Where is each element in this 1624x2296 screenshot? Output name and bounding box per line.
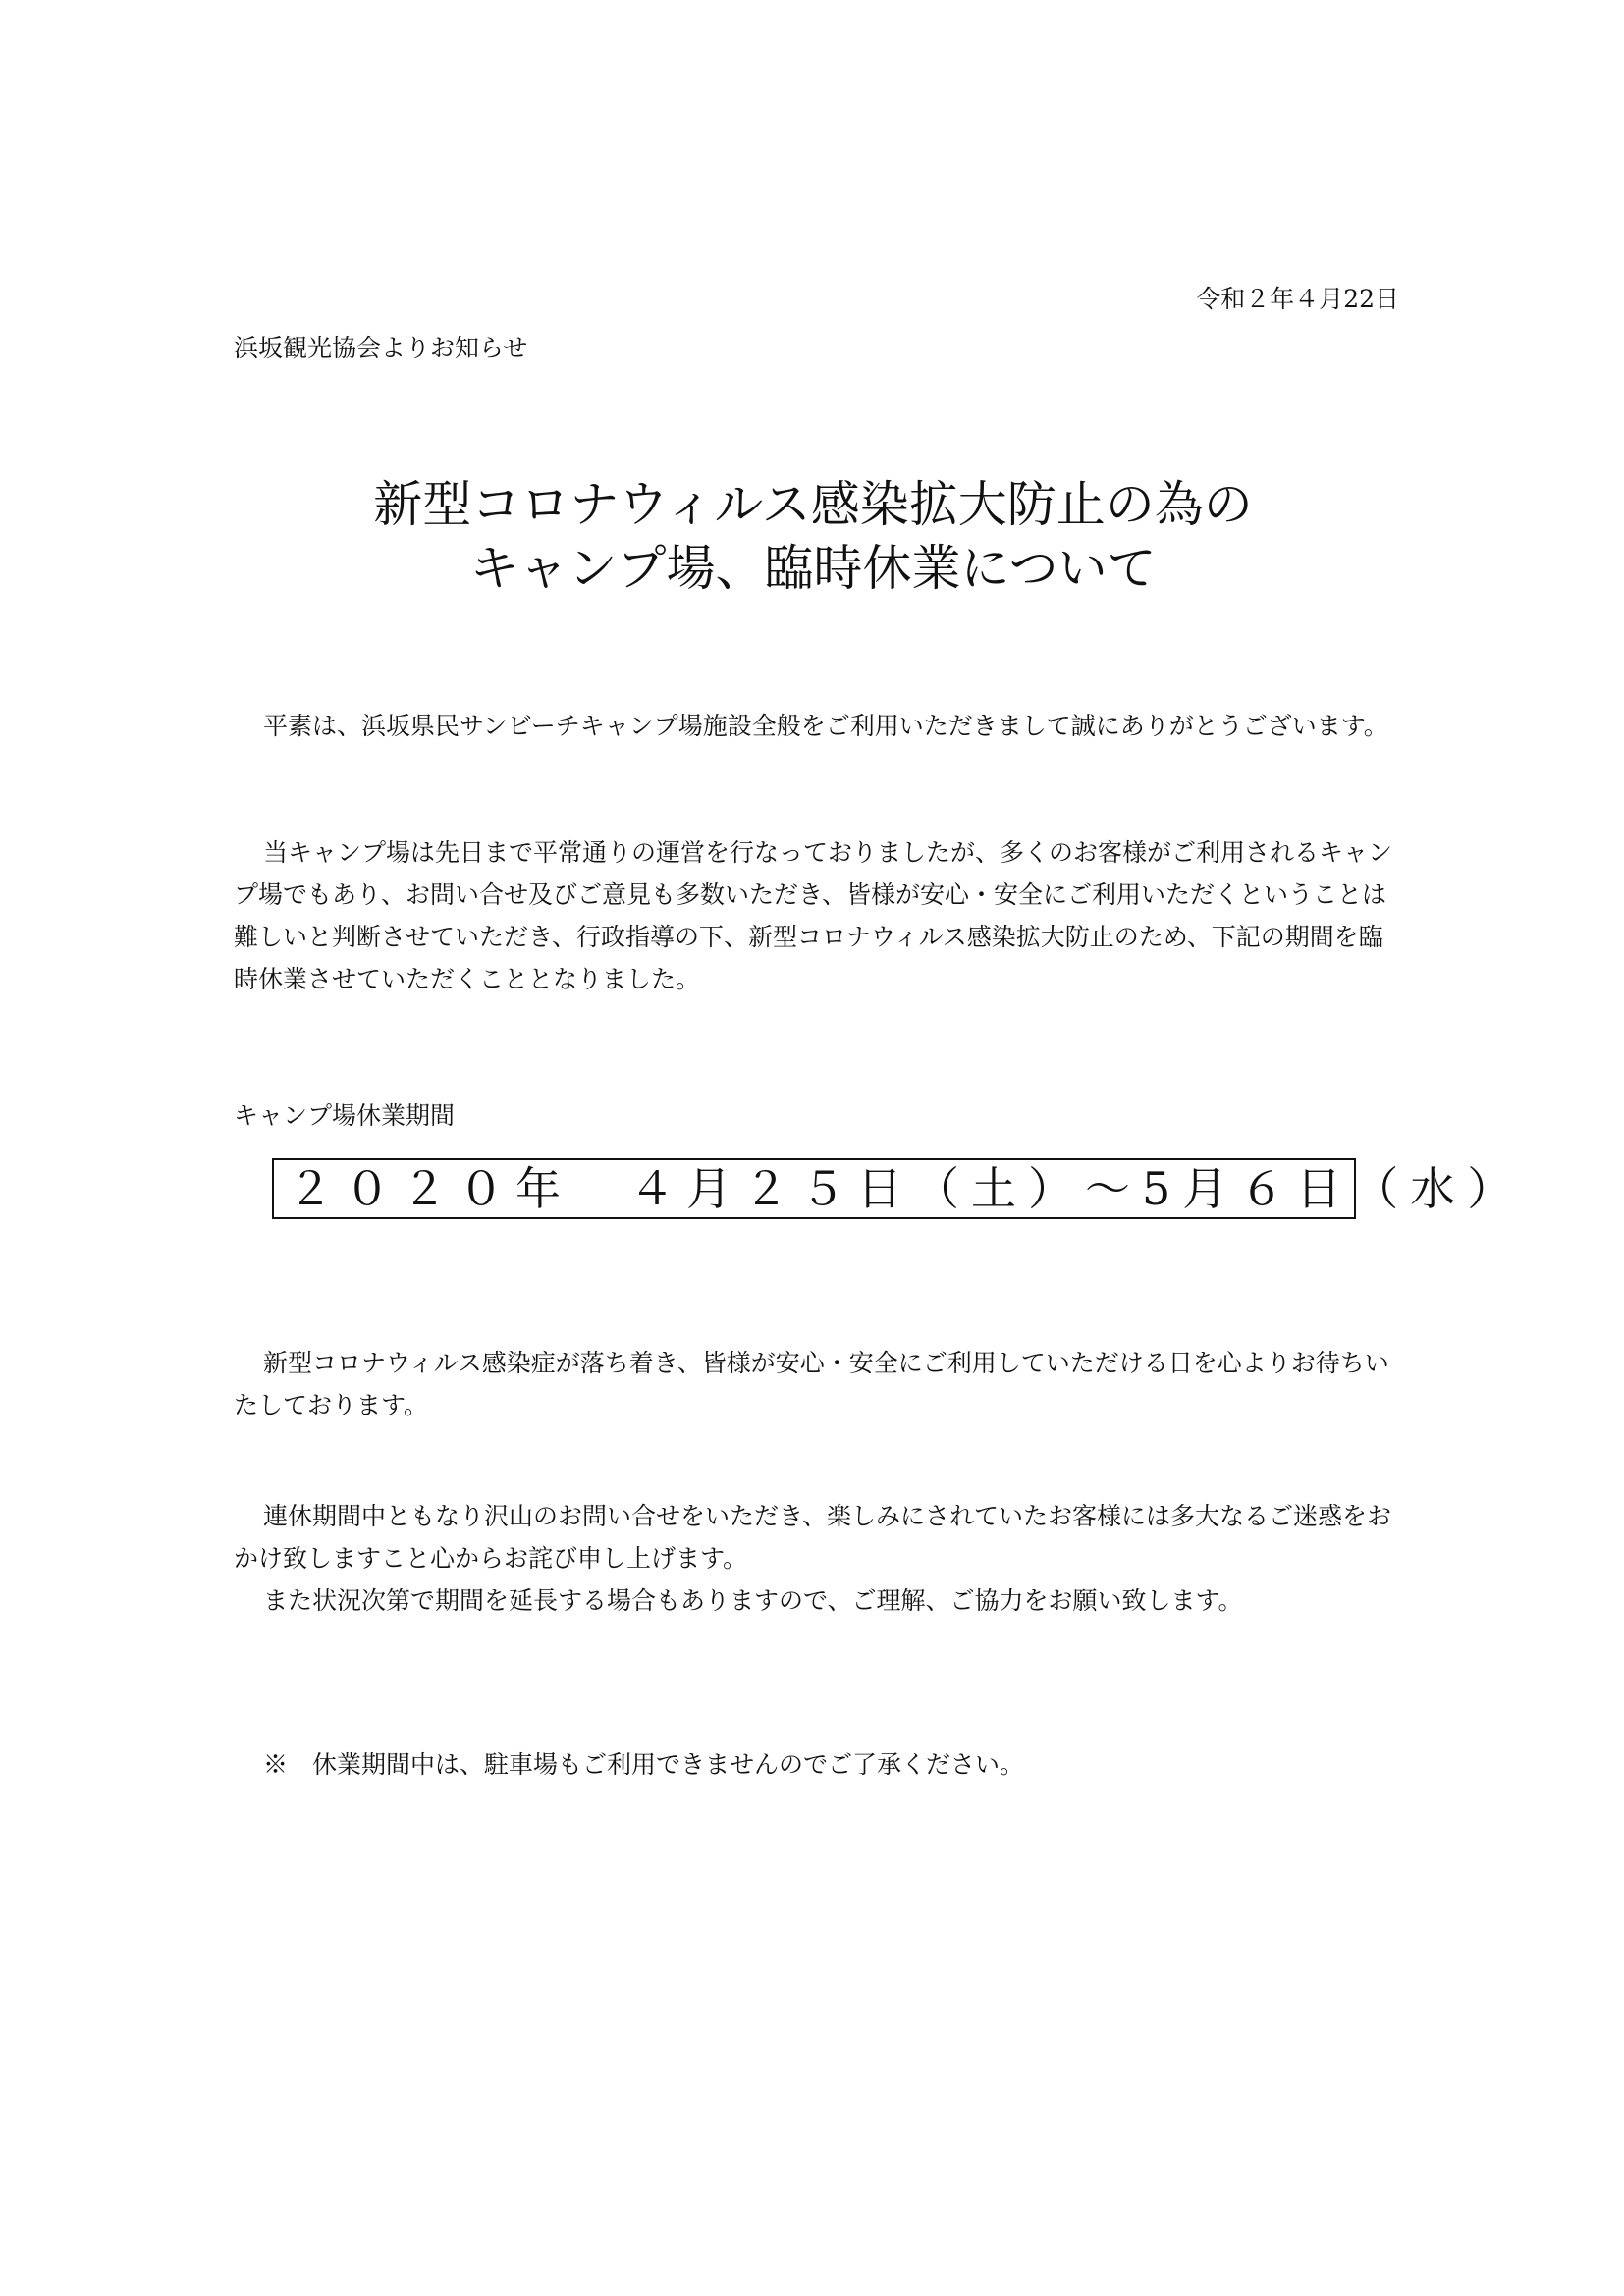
notice-title	[234, 473, 1392, 601]
issuer-line: 浜坂観光協会よりお知らせ	[234, 334, 528, 362]
extension-paragraph: また状況次第で期間を延長する場合もありますので、ご理解、ご協力をお願い致します。	[263, 1586, 1243, 1615]
apology-paragraph: 連休期間中ともなり沢山のお問い合せをいただき、楽しみにされていたお客様には多大なるご迷惑をおかけ致しますこと心からお詫び申し上げます。	[234, 1502, 1392, 1573]
title-line-1: 新型コロナウィルス感染拡大防止の為の	[373, 476, 1253, 533]
parking-note: ※ 休業期間中は、駐車場もご利用できませんのでご了承ください。	[263, 1750, 1025, 1779]
closure-reason-paragraph: 当キャンプ場は先日まで平常通りの運営を行なっておりましたが、多くのお客様がご利用されるキャンプ場でもあり、お問い合せ及びご意見も多数いただき、皆様が安心・安全にご利用いただくということは難しいと判断させていただき、行政指導の下、新型コロナウィルス感染拡大防止のため、下記の期間を臨時休業させていただくこととなりました。	[234, 838, 1393, 993]
greeting-paragraph: 平素は、浜坂県民サンビーチキャンプ場施設全般をご利用いただきまして誠にありがとうございます。	[263, 712, 1388, 740]
hope-paragraph: 新型コロナウィルス感染症が落ち着き、皆様が安心・安全にご利用していただける日を心よりお待ちいたしております。	[234, 1349, 1389, 1419]
notice-date: 令和２年４月22日	[1196, 285, 1399, 313]
closure-period-label: キャンプ場休業期間	[234, 1101, 456, 1130]
closure-period-box: ２０２０年 ４月２５日（土）～5月６日（水）	[272, 1158, 1356, 1219]
title-line-2: キャンプ場、臨時休業について	[469, 540, 1157, 597]
